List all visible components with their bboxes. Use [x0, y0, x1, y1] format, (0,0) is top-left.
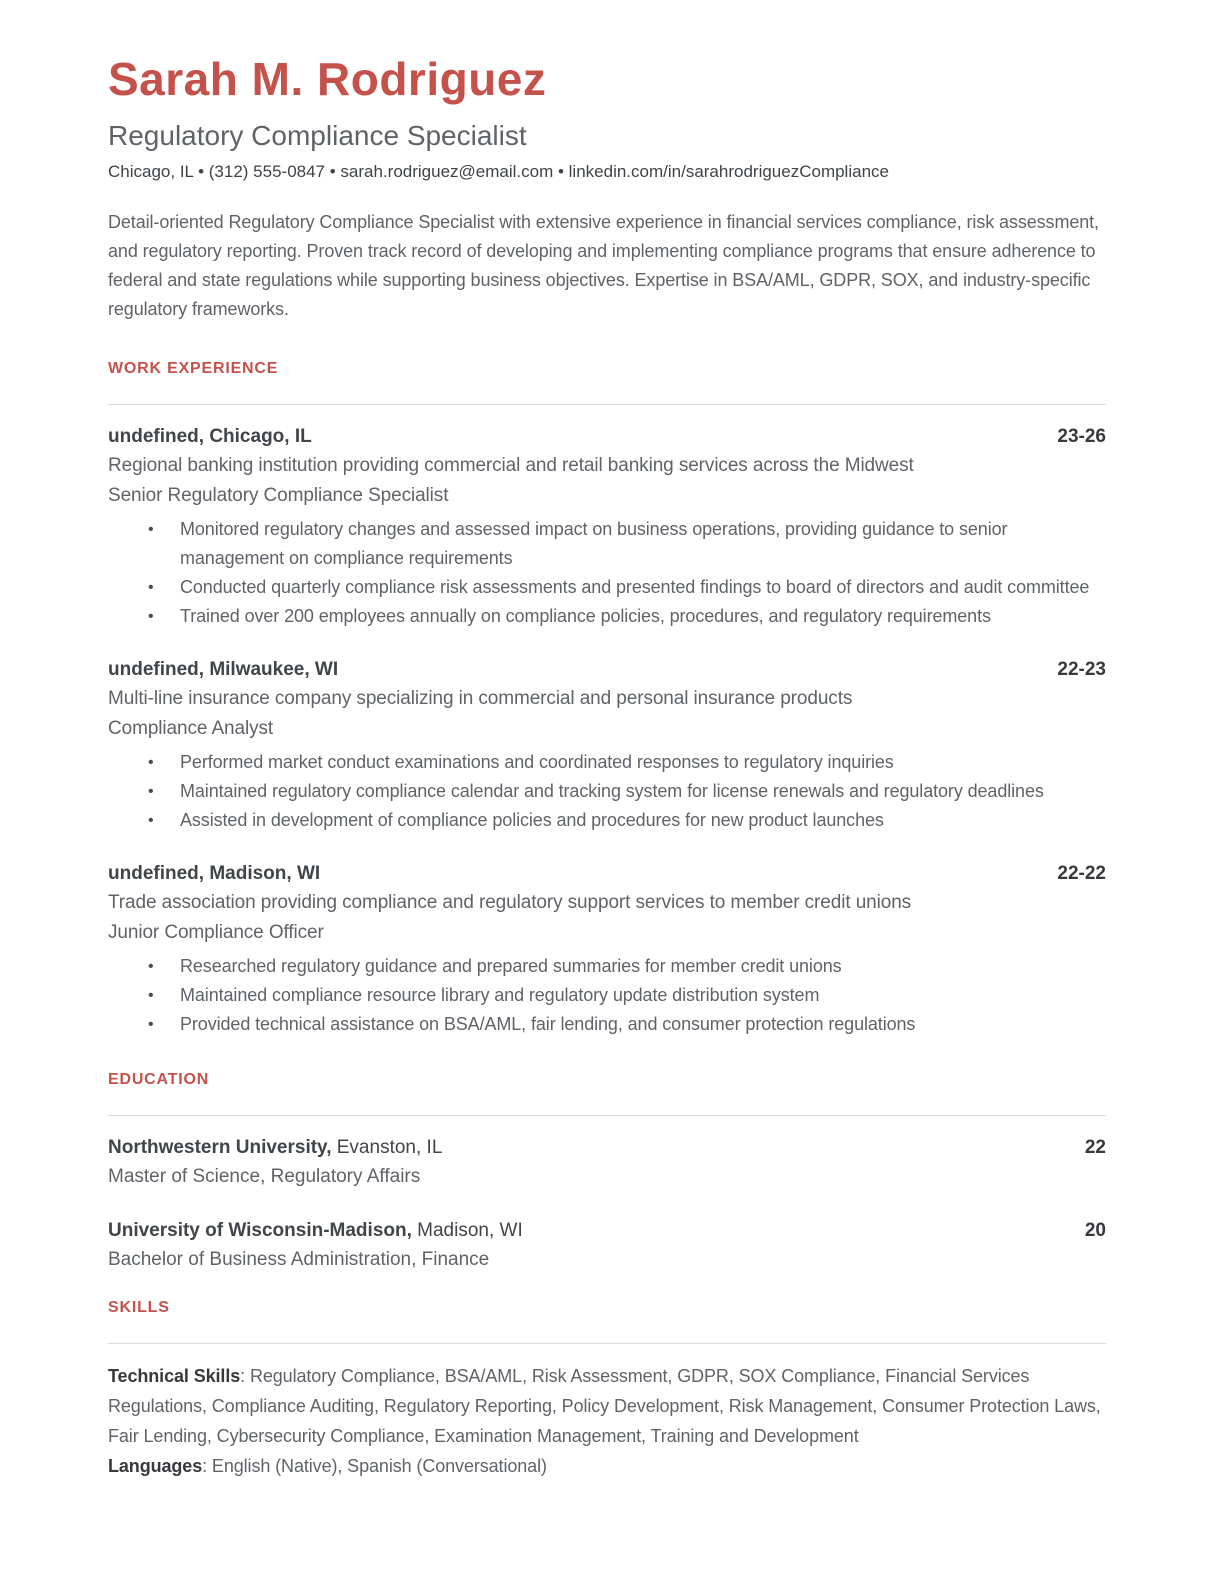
section-skills — [108, 1299, 1106, 1481]
job-bullet — [108, 515, 1106, 573]
section-divider — [108, 1343, 1106, 1344]
job-bullet-text: Trained over 200 employees annually on compliance policies, procedures, and regulatory requirements — [180, 606, 991, 627]
bullet-icon: • — [148, 1016, 154, 1034]
job-company-description: Multi-line insurance company specializing in commercial and personal insurance products — [108, 688, 853, 710]
summary-paragraph: Detail-oriented Regulatory Compliance Specialist with extensive experience in financial services compliance, risk assessment, and regulatory reporting. Proven track record of developing and implementing compliance programs that ensure adherence to federal and state regulations while supporting business objectives. Expertise in BSA/AML, GDPR, SOX, and industry-specific regulatory frameworks. — [108, 212, 1099, 320]
job-bullet — [108, 1010, 1106, 1039]
job-role: Senior Regulatory Compliance Specialist — [108, 485, 449, 507]
job-bullet-text: Provided technical assistance on BSA/AML, fair lending, and consumer protection regulations — [180, 1014, 916, 1035]
section-education — [108, 1071, 1106, 1275]
job-bullet-list — [108, 515, 1106, 631]
job-company-location: undefined, Milwaukee, WI — [108, 659, 339, 681]
job-bullet-text: Conducted quarterly compliance risk assessments and presented findings to board of directors and audit committee — [180, 577, 1090, 598]
education-school — [108, 1216, 523, 1245]
job-bullet — [108, 573, 1106, 602]
job-entry — [108, 655, 1106, 835]
education-heading-row — [108, 1216, 1106, 1245]
job-entry — [108, 859, 1106, 1039]
job-bullet — [108, 952, 1106, 981]
job-bullet-text: Maintained compliance resource library and regulatory update distribution system — [180, 985, 820, 1006]
bullet-icon: • — [148, 958, 154, 976]
job-company-description: Trade association providing compliance and regulatory support services to member credit unions — [108, 892, 912, 914]
skills-languages-text: : English (Native), Spanish (Conversational) — [202, 1456, 547, 1477]
job-dates: 22-23 — [1057, 659, 1106, 681]
education-heading: EDUCATION — [108, 1071, 210, 1089]
bullet-icon: • — [148, 579, 154, 597]
job-heading-row — [108, 655, 1106, 684]
work-experience-heading: WORK EXPERIENCE — [108, 360, 279, 378]
job-heading-row — [108, 859, 1106, 888]
job-bullet-text: Maintained regulatory compliance calendar and tracking system for license renewals and regulatory deadlines — [180, 781, 1044, 802]
bullet-icon: • — [148, 608, 154, 626]
education-school-name: University of Wisconsin-Madison, — [108, 1220, 412, 1242]
skills-languages-line — [108, 1451, 1106, 1481]
job-dates: 22-22 — [1057, 863, 1106, 885]
job-bullet-text: Monitored regulatory changes and assessed impact on business operations, providing guidance to senior management on compliance requirements — [180, 519, 1008, 569]
job-heading-row — [108, 422, 1106, 451]
job-entry — [108, 422, 1106, 631]
section-work-experience — [108, 360, 1106, 1039]
education-entry — [108, 1216, 1106, 1275]
job-bullet — [108, 748, 1106, 777]
bullet-icon: • — [148, 754, 154, 772]
skills-technical-label: Technical Skills — [108, 1366, 241, 1387]
job-bullet — [108, 806, 1106, 835]
education-heading-row — [108, 1133, 1106, 1162]
job-bullet — [108, 981, 1106, 1010]
education-dates: 22 — [1084, 1137, 1106, 1159]
job-bullet-text: Assisted in development of compliance policies and procedures for new product launches — [180, 810, 884, 831]
job-company-description: Regional banking institution providing commercial and retail banking services across the Midwest — [108, 455, 914, 477]
skills-technical-line — [108, 1361, 1106, 1451]
section-divider — [108, 1115, 1106, 1116]
job-role: Junior Compliance Officer — [108, 922, 324, 944]
contact-line: Chicago, IL • (312) 555-0847 • sarah.rodriguez@email.com • linkedin.com/in/sarahrodriguezCompliance — [108, 162, 889, 182]
education-school — [108, 1133, 442, 1162]
bullet-icon: • — [148, 987, 154, 1005]
bullet-icon: • — [148, 783, 154, 801]
resume-header — [108, 54, 1106, 182]
job-bullet-list — [108, 952, 1106, 1039]
skills-languages-label: Languages — [108, 1456, 203, 1477]
job-dates: 23-26 — [1057, 426, 1106, 448]
skills-technical-text: : Regulatory Compliance, BSA/AML, Risk Assessment, GDPR, SOX Compliance, Financial Services Regulations, Compliance Auditing, Regulatory Reporting, Policy Development, Risk Management, Consumer Protection Laws, Fair Lending, Cybersecurity Compliance, Examination Management, Training and Development — [108, 1366, 1101, 1447]
job-bullet-list — [108, 748, 1106, 835]
job-bullet-text: Performed market conduct examinations and coordinated responses to regulatory inquiries — [180, 752, 894, 773]
bullet-icon: • — [148, 521, 154, 539]
job-bullet — [108, 602, 1106, 631]
education-school-location: Evanston, IL — [331, 1137, 443, 1159]
skills-heading: SKILLS — [108, 1299, 170, 1317]
job-bullet-text: Researched regulatory guidance and prepared summaries for member credit unions — [180, 956, 842, 977]
section-divider — [108, 404, 1106, 405]
education-dates: 20 — [1084, 1220, 1106, 1242]
job-role: Compliance Analyst — [108, 718, 274, 740]
job-bullet — [108, 777, 1106, 806]
education-entry — [108, 1133, 1106, 1192]
candidate-title: Regulatory Compliance Specialist — [108, 119, 527, 151]
job-company-location: undefined, Madison, WI — [108, 863, 321, 885]
job-company-location: undefined, Chicago, IL — [108, 426, 312, 448]
candidate-name: Sarah M. Rodriguez — [108, 53, 547, 105]
education-school-name: Northwestern University, — [108, 1137, 332, 1159]
bullet-icon: • — [148, 812, 154, 830]
education-school-location: Madison, WI — [411, 1220, 523, 1242]
education-degree: Bachelor of Business Administration, Finance — [108, 1249, 490, 1271]
education-degree: Master of Science, Regulatory Affairs — [108, 1166, 421, 1188]
